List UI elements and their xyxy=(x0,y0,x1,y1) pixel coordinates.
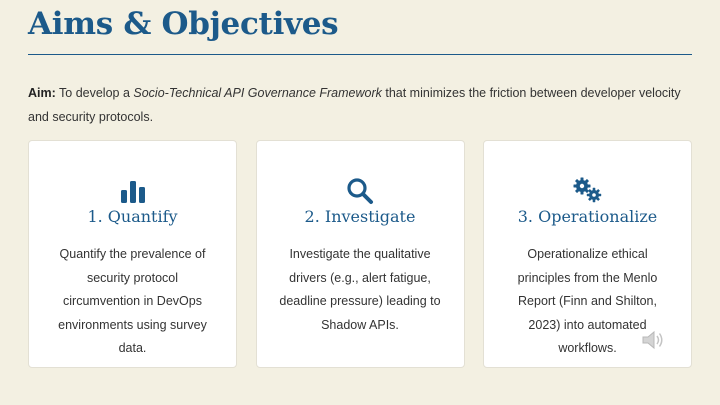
objective-card-investigate xyxy=(256,140,465,368)
objective-heading: 2. Investigate xyxy=(304,207,416,226)
speaker-icon[interactable] xyxy=(641,328,667,352)
objective-heading: 3. Operationalize xyxy=(517,207,658,226)
title-divider xyxy=(28,54,692,55)
objective-card-quantify xyxy=(28,140,237,368)
objective-cards xyxy=(28,140,692,370)
search-icon xyxy=(257,177,464,205)
bar-chart-icon xyxy=(29,177,236,205)
gears-icon xyxy=(484,177,691,205)
aim-text-post: that minimizes the friction between developer velocity and security protocols. xyxy=(28,86,681,124)
objective-description: Quantify the prevalence of security protocol circumvention in DevOps environments using survey data. xyxy=(58,247,207,356)
objective-description: Investigate the qualitative drivers (e.g., alert fatigue, deadline pressure) leading to Shadow APIs. xyxy=(279,247,441,332)
page-title: Aims & Objectives xyxy=(28,6,339,42)
objective-heading: 1. Quantify xyxy=(87,207,178,226)
aim-statement xyxy=(28,81,692,129)
objective-description: Operationalize ethical principles from the Menlo Report (Finn and Shilton, 2023) into automated workflows. xyxy=(517,247,658,356)
aim-framework-name: Socio-Technical API Governance Framework xyxy=(133,86,382,100)
aim-label: Aim: xyxy=(28,86,56,100)
aim-text-pre: To develop a xyxy=(55,86,134,100)
